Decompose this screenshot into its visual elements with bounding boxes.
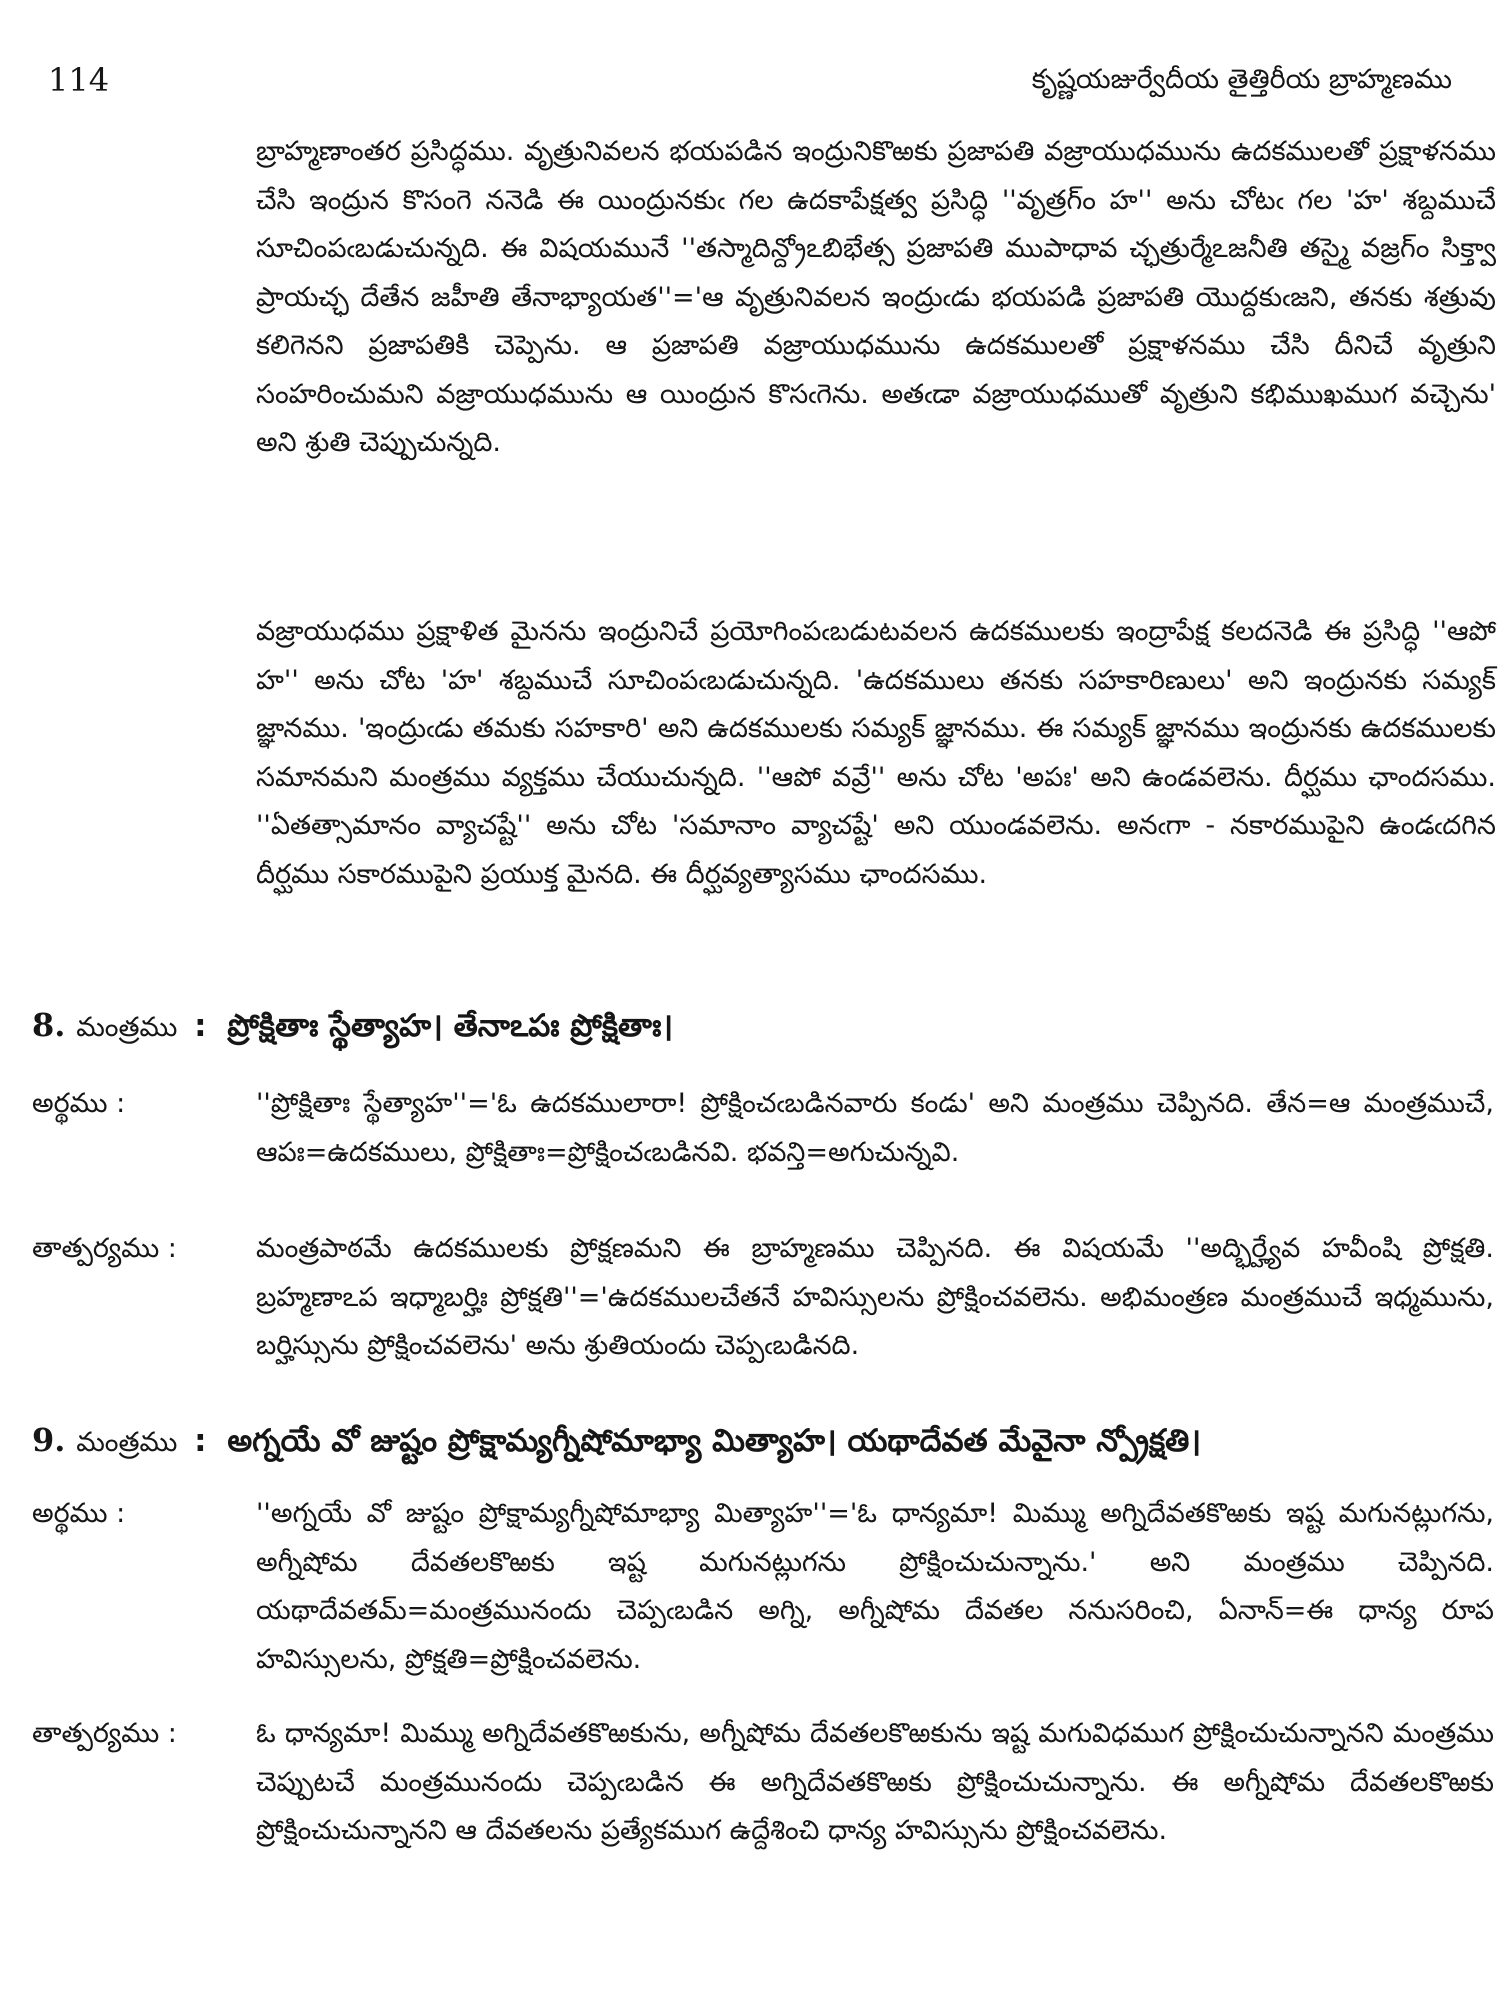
artham-label: అర్థము : — [32, 1088, 126, 1119]
tatparyam-text: మంత్రపాఠమే ఉదకములకు ప్రోక్షణమని ఈ బ్రాహ్మణము చెప్పినది. ఈ విషయమే ''అద్భిర్హ్యేవ హవీంషి ప్రోక్షతి. బ్రహ్మణాఽప ఇధ్మాబర్హిః ప్రోక్షతి''='ఉదకములచేతనే హవిస్సులను ప్రోక్షించవలెను. అభిమంత్రణ మంత్రముచే ఇధ్మమును, బర్హిస్సును ప్రోక్షించవలెను' అను శ్రుతియందు చెప్పఁబడినది. — [256, 1233, 1494, 1361]
mantra-heading-9: 9. మంత్రము : అగ్నయే వో జుష్టం ప్రోక్షామ్యగ్నీషోమాభ్యా మిత్యాహ। యథాదేవత మేవైనా న్ప్రోక్షతి। — [32, 1421, 1202, 1459]
tatparyam-text: ఓ ధాన్యమా! మిమ్ము అగ్నిదేవతకొఱకును, అగ్నీషోమ దేవతలకొఱకును ఇష్ట మగువిధముగ ప్రోక్షించుచున్నానని మంత్రము చెప్పుటచే మంత్రమునందు చెప్పఁబడిన ఈ అగ్నిదేవతకొఱకు ప్రోక్షించుచున్నాను. ఈ అగ్నీషోమ దేవతలకొఱకు ప్రోక్షించుచున్నానని ఆ దేవతలను ప్రత్యేకముగ ఉద్దేశించి ధాన్య హవిస్సును ప్రోక్షించవలెను. — [256, 1718, 1494, 1846]
mantra-heading-8: 8. మంత్రము : ప్రోక్షితాః స్థేత్యాహ। తేనాఽపః ప్రోక్షితాః। — [32, 1006, 674, 1044]
mantra-label: మంత్రము — [76, 1427, 178, 1458]
intro-paragraph-1: బ్రాహ్మణాంతర ప్రసిద్ధము. వృత్రునివలన భయపడిన ఇంద్రునికొఱకు ప్రజాపతి వజ్రాయుధమును ఉదకములతో ప్రక్షాళనము చేసి ఇంద్రున కొసంగె ననెడి ఈ యింద్రునకుఁ గల ఉదకాపేక్షత్వ ప్రసిద్ధి ''వృత్రగ్ం హ'' అను చోటఁ గల 'హ' శబ్దముచే సూచింపఁబడుచున్నది. ఈ విషయమునే ''తస్మాదిన్ద్రోఽబిభేత్స ప్రజాపతి ముపాధావ చ్ఛత్రుర్మేఽజనీతి తస్మై వజ్రగ్ం సిక్త్వా ప్రాయచ్ఛ దేతేన జహీతి తేనాభ్యాయత''='ఆ వృత్రునివలన ఇంద్రుఁడు భయపడి ప్రజాపతి యొద్దకుఁజని, తనకు శత్రువు కలిగెనని ప్రజాపతికి చెప్పెను. ఆ ప్రజాపతి వజ్రాయుధమును ఉదకములతో ప్రక్షాళనము చేసి దీనిచే వృత్రుని సంహరించుమని వజ్రాయుధమును ఆ యింద్రున కొసఁగెను. అతఁడా వజ్రాయుధముతో వృత్రుని కభిముఖముగ వచ్చెను' అని శ్రుతి చెప్పుచున్నది. — [256, 136, 1496, 458]
artham-label: అర్థము : — [32, 1498, 126, 1529]
artham-text: ''ప్రోక్షితాః స్థేత్యాహ''='ఓ ఉదకములారా! ప్రోక్షించఁబడినవారు కండు' అని మంత్రము చెప్పినది. తేన=ఆ మంత్రముచే, ఆపః=ఉదకములు, ప్రోక్షితాః=ప్రోక్షించఁబడినవి. భవన్తి=అగుచున్నవి. — [256, 1088, 1494, 1168]
tatparyam-label: తాత్పర్యము : — [32, 1718, 177, 1749]
running-head: కృష్ణయజుర్వేదీయ తైత్తిరీయ బ్రాహ్మణము — [1031, 64, 1452, 95]
page-header — [48, 60, 1452, 110]
mantra-number: 9. — [32, 1421, 66, 1459]
mantra-label: మంత్రము — [76, 1012, 178, 1043]
mantra-text: అగ్నయే వో జుష్టం ప్రోక్షామ్యగ్నీషోమాభ్యా మిత్యాహ। యథాదేవత మేవైనా న్ప్రోక్షతి। — [227, 1423, 1202, 1459]
tatparyam-label: తాత్పర్యము : — [32, 1233, 177, 1264]
artham-text: ''అగ్నయే వో జుష్టం ప్రోక్షామ్యగ్నీషోమాభ్యా మిత్యాహ''='ఓ ధాన్యమా! మిమ్ము అగ్నిదేవతకొఱకు ఇష్ట మగునట్లుగను, అగ్నీషోమ దేవతలకొఱకు ఇష్ట మగునట్లుగను ప్రోక్షించుచున్నాను.' అని మంత్రము చెప్పినది. యథాదేవతమ్=మంత్రమునందు చెప్పఁబడిన అగ్ని, అగ్నీషోమ దేవతల ననుసరించి, ఏనాన్=ఈ ధాన్య రూప హవిస్సులను, ప్రోక్షతి=ప్రోక్షించవలెను. — [256, 1498, 1494, 1675]
intro-paragraph-2: వజ్రాయుధము ప్రక్షాళిత మైనను ఇంద్రునిచే ప్రయోగింపఁబడుటవలన ఉదకములకు ఇంద్రాపేక్ష కలదనెడి ఈ ప్రసిద్ధి ''ఆపో హ'' అను చోట 'హ' శబ్దముచే సూచింపఁబడుచున్నది. 'ఉదకములు తనకు సహకారిణులు' అని ఇంద్రునకు సమ్యక్ జ్ఞానము. 'ఇంద్రుఁడు తమకు సహకారి' అని ఉదకములకు సమ్యక్ జ్ఞానము. ఈ సమ్యక్ జ్ఞానము ఇంద్రునకు ఉదకములకు సమానమని మంత్రము వ్యక్తము చేయుచున్నది. ''ఆపో వవ్రే'' అను చోట 'అపః' అని ఉండవలెను. దీర్ఘము ఛాందసము. ''ఏతత్సామానం వ్యాచష్టే'' అను చోట 'సమానాం వ్యాచష్టే' అని యుండవలెను. అనఁగా - నకారముపైని ఉండఁదగిన దీర్ఘము సకారముపైని ప్రయుక్త మైనది. ఈ దీర్ఘవ్యత్యాసము ఛాందసము. — [256, 616, 1496, 890]
page-number: 114 — [48, 61, 110, 99]
mantra-number: 8. — [32, 1006, 66, 1044]
mantra-text: ప్రోక్షితాః స్థేత్యాహ। తేనాఽపః ప్రోక్షితాః। — [227, 1008, 674, 1044]
